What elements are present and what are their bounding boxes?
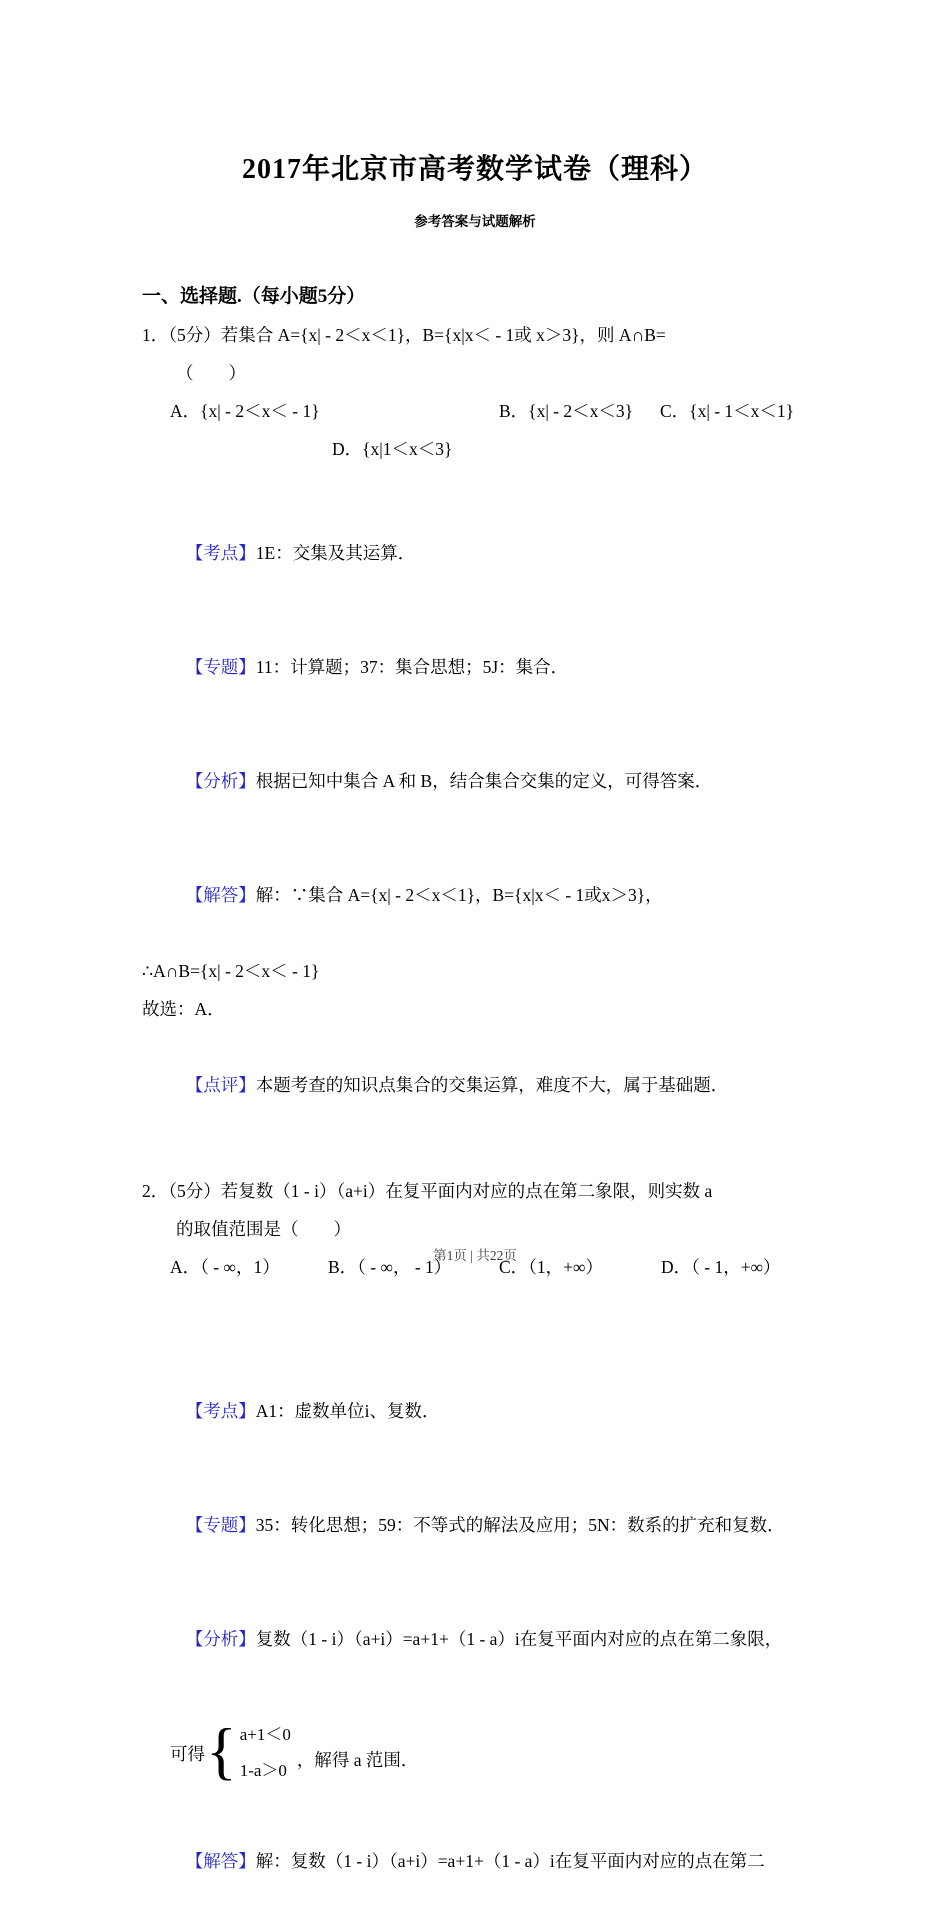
system-prefix: 可得 bbox=[170, 1743, 205, 1764]
q2-stem bbox=[142, 1172, 832, 1286]
zhuanti-label: 【专题】 bbox=[185, 1515, 256, 1535]
system-eq-2: 1-a＞0 bbox=[239, 1761, 287, 1780]
section-heading-choice: 一、选择题.（每小题5分） bbox=[142, 286, 366, 307]
q1-dianping-text: 本题考查的知识点集合的交集运算，难度不大，属于基础题． bbox=[255, 1075, 729, 1095]
doc-subtitle: 参考答案与试题解析 bbox=[414, 214, 536, 229]
jieda-label: 【解答】 bbox=[185, 885, 256, 905]
fenxi-label: 【分析】 bbox=[185, 771, 256, 791]
q2-stem-line-2: 的取值范围是（ ） bbox=[176, 1219, 351, 1239]
q2-kaodian-text: A1：虚数单位i、复数． bbox=[255, 1401, 440, 1421]
q2-jieda-line-1 bbox=[142, 1804, 832, 1918]
q2-option-b: B．（ - ∞， - 1） bbox=[328, 1257, 452, 1277]
q1-stem-line-2: （ ） bbox=[176, 363, 246, 383]
kaodian-label: 【考点】 bbox=[185, 543, 256, 563]
q1-kaodian-line bbox=[142, 496, 832, 610]
q1-fenxi-text: 根据已知中集合 A 和 B，结合集合交集的定义，可得答案． bbox=[255, 771, 713, 791]
dianping-label: 【点评】 bbox=[185, 1075, 256, 1095]
q1-stem-line-1: 1．（5分）若集合 A={x| - 2＜x＜1}，B={x|x＜ - 1或 x＞3}，则 A∩B= bbox=[142, 325, 666, 345]
q2-kaodian-line bbox=[142, 1354, 832, 1468]
jieda-label: 【解答】 bbox=[185, 1851, 256, 1871]
fenxi-label: 【分析】 bbox=[185, 1629, 256, 1649]
q1-option-c: C．{x| - 1＜x＜1} bbox=[660, 401, 795, 421]
question-2 bbox=[142, 1172, 832, 1918]
q1-explanation bbox=[142, 496, 832, 1142]
q1-zhuanti-text: 11：计算题；37：集合思想；5J：集合． bbox=[255, 657, 569, 677]
q2-option-d: D．（ - 1，+∞） bbox=[661, 1257, 781, 1277]
q2-option-a: A．（ - ∞，1） bbox=[170, 1257, 280, 1277]
q1-option-d: D．{x|1＜x＜3} bbox=[332, 439, 453, 459]
q1-fenxi-line bbox=[142, 724, 832, 838]
system-eq-1: a+1＜0 bbox=[239, 1725, 291, 1744]
q1-jieda-line-2: ∴A∩B={x| - 2＜x＜ - 1} bbox=[142, 961, 320, 981]
left-brace-icon: { bbox=[206, 1715, 237, 1786]
system-suffix: ，解得 a 范围． bbox=[296, 1749, 419, 1770]
q2-zhuanti-text: 35：转化思想；59：不等式的解法及应用；5N：数系的扩充和复数． bbox=[255, 1515, 785, 1535]
page-number: 第1页 | 共22页 bbox=[433, 1248, 517, 1263]
q2-fenxi-line bbox=[142, 1582, 832, 1696]
q1-jieda-line-1 bbox=[142, 838, 832, 952]
q1-zhuanti-line bbox=[142, 610, 832, 724]
q1-dianping-line bbox=[142, 1028, 832, 1142]
q1-options-row-2 bbox=[142, 430, 832, 468]
zhuanti-label: 【专题】 bbox=[185, 657, 256, 677]
q1-options-row-1 bbox=[142, 392, 832, 430]
q2-fenxi-text: 复数（1 - i）（a+i）=a+1+（1 - a）i在复平面内对应的点在第二象限， bbox=[255, 1629, 783, 1649]
q1-kaodian-text: 1E：交集及其运算． bbox=[255, 543, 416, 563]
q2-option-c: C．（1，+∞） bbox=[499, 1257, 604, 1277]
kaodian-label: 【考点】 bbox=[185, 1401, 256, 1421]
document-body bbox=[142, 278, 832, 1918]
q1-jieda-line-3: 故选：A． bbox=[142, 999, 225, 1019]
q2-zhuanti-line bbox=[142, 1468, 832, 1582]
doc-title: 2017年北京市高考数学试卷（理科） bbox=[241, 154, 708, 185]
system-equations bbox=[240, 1717, 291, 1789]
q1-option-b: B．{x| - 2＜x＜3} bbox=[499, 401, 634, 421]
q2-inequality-system bbox=[170, 1714, 832, 1792]
q2-stem-line-1: 2．（5分）若复数（1 - i）（a+i）在复平面内对应的点在第二象限，则实数 a bbox=[142, 1181, 713, 1201]
q1-option-a: A．{x| - 2＜x＜ - 1} bbox=[170, 401, 320, 421]
q1-jieda-text-1: 解：∵集合 A={x| - 2＜x＜1}，B={x|x＜ - 1或x＞3}， bbox=[255, 885, 663, 905]
q2-explanation bbox=[142, 1354, 832, 1918]
q2-jieda-text-1: 解：复数（1 - i）（a+i）=a+1+（1 - a）i在复平面内对应的点在第二 bbox=[255, 1851, 765, 1871]
question-1 bbox=[142, 316, 832, 1142]
